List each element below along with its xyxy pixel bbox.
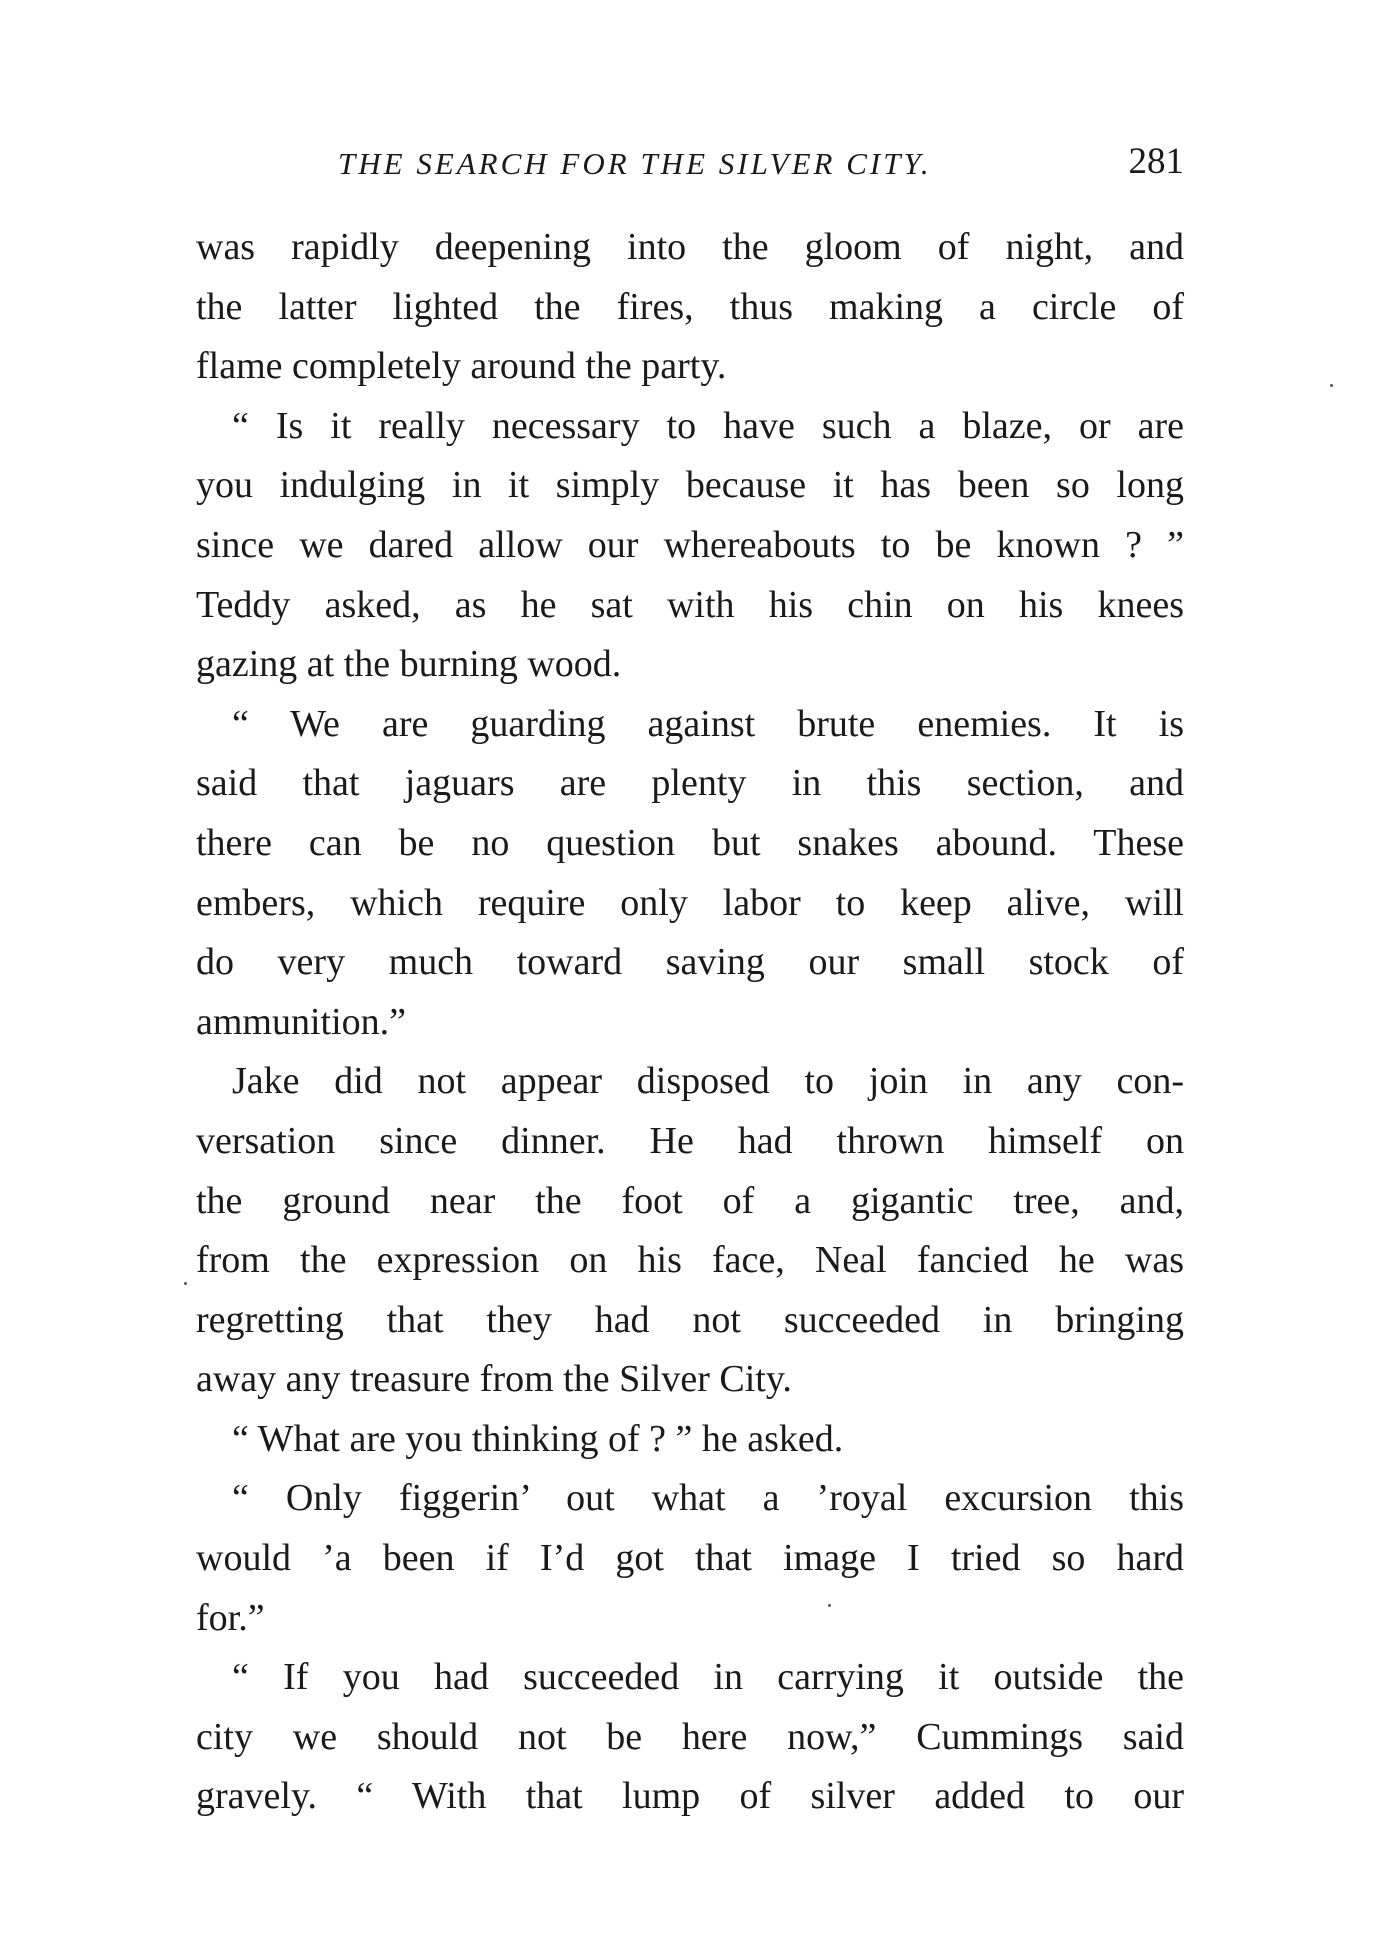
text-line: the latter lighted the fires, thus making a circle of (196, 285, 1184, 328)
text-line: Teddy asked, as he sat with his chin on his knees (196, 583, 1184, 626)
text-line: do very much toward saving our small stock of (196, 941, 1184, 984)
running-title: THE SEARCH FOR THE SILVER CITY. (338, 146, 932, 181)
text-line: versation since dinner. He had thrown himself on (196, 1119, 1184, 1162)
text-line: “ Only figgerin’ out what a ’royal excursion this (232, 1477, 1184, 1520)
page-number: 281 (1128, 141, 1184, 182)
text-line: city we should not be here now,” Cummings said (196, 1715, 1184, 1758)
text-line: would ’a been if I’d got that image I tried so hard (196, 1537, 1184, 1580)
text-line: for.” (196, 1596, 265, 1639)
text-line: embers, which require only labor to keep alive, will (196, 881, 1184, 924)
text-line: since we dared allow our whereabouts to be known ? ” (196, 523, 1184, 566)
running-head (196, 140, 1184, 196)
text-line: was rapidly deepening into the gloom of night, and (196, 226, 1184, 268)
text-line: gazing at the burning wood. (196, 643, 622, 686)
text-line: “ What are you thinking of ? ” he asked. (232, 1417, 844, 1460)
text-line: said that jaguars are plenty in this section, and (196, 762, 1184, 805)
text-line: the ground near the foot of a gigantic tree, and, (196, 1179, 1184, 1222)
text-line: there can be no question but snakes abound. These (196, 821, 1184, 864)
print-speck (828, 1604, 831, 1607)
text-line: flame completely around the party. (196, 345, 727, 388)
text-line: regretting that they had not succeeded in bringing (196, 1298, 1184, 1341)
text-line: “ Is it really necessary to have such a blaze, or are (232, 404, 1184, 447)
text-line: ammunition.” (196, 1000, 407, 1043)
text-line: you indulging in it simply because it has been so long (196, 464, 1184, 507)
print-speck (184, 1282, 187, 1285)
text-line: “ If you had succeeded in carrying it outside the (232, 1656, 1184, 1699)
text-line: gravely. “ With that lump of silver added to our (196, 1775, 1184, 1818)
text-line: away any treasure from the Silver City. (196, 1358, 792, 1401)
text-line: Jake did not appear disposed to join in any con- (232, 1060, 1184, 1103)
text-line: “ We are guarding against brute enemies. It is (232, 702, 1184, 745)
body-text (196, 218, 1184, 1827)
text-line: from the expression on his face, Neal fancied he was (196, 1239, 1184, 1282)
print-speck (1330, 384, 1333, 387)
